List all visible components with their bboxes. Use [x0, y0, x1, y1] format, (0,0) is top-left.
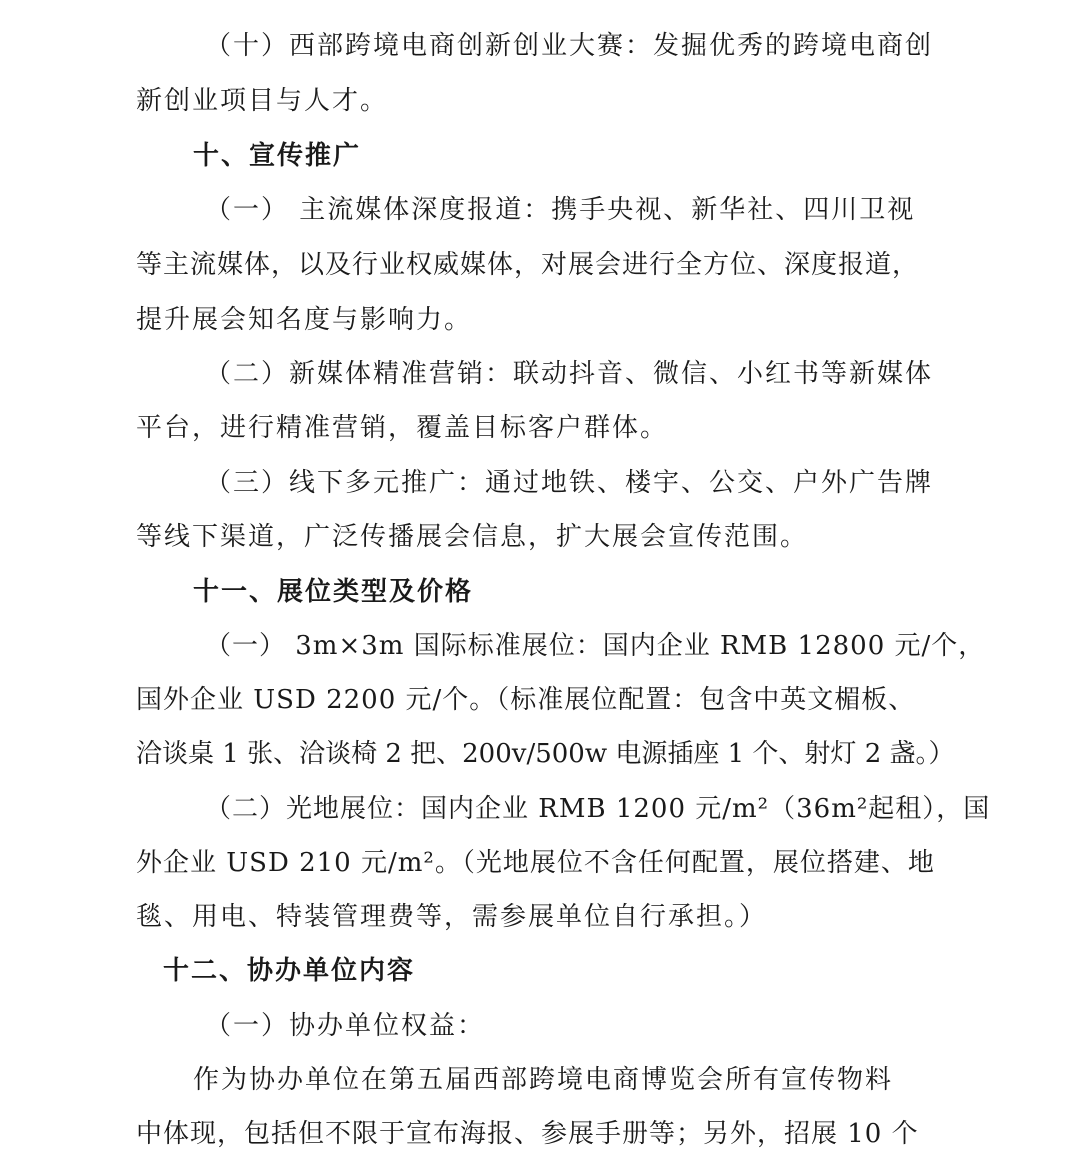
paragraph-line: 国外企业 USD 2200 元/个。（标准展位配置：包含中英文楣板、 — [136, 685, 916, 715]
paragraph-line: 新创业项目与人才。 — [136, 86, 389, 116]
paragraph-line: 毯、用电、特装管理费等，需参展单位自行承担。） — [136, 902, 768, 932]
paragraph-line: 作为协办单位在第五届西部跨境电商博览会所有宣传物料 — [193, 1065, 894, 1095]
paragraph-line: （一） 主流媒体深度报道：携手央视、新华社、四川卫视 — [205, 195, 916, 225]
paragraph-line: 等线下渠道，广泛传播展会信息，扩大展会宣传范围。 — [136, 522, 809, 552]
section-heading: 十一、展位类型及价格 — [193, 577, 474, 607]
paragraph-line: 提升展会知名度与影响力。 — [136, 305, 473, 335]
section-heading: 十二、协办单位内容 — [163, 956, 416, 986]
paragraph-line: （二）新媒体精准营销：联动抖音、微信、小红书等新媒体 — [205, 359, 934, 389]
paragraph-line: （二）光地展位：国内企业 RMB 1200 元/m²（36m²起租），国 — [205, 794, 991, 824]
paragraph-line: 外企业 USD 210 元/m²。（光地展位不含任何配置，展位搭建、地 — [136, 848, 935, 878]
paragraph-line: （一）协办单位权益： — [205, 1011, 486, 1041]
paragraph-line: 平台，进行精准营销，覆盖目标客户群体。 — [136, 413, 669, 443]
paragraph-line: 等主流媒体，以及行业权威媒体，对展会进行全方位、深度报道， — [136, 250, 920, 280]
paragraph-line: （三）线下多元推广：通过地铁、楼宇、公交、户外广告牌 — [205, 468, 934, 498]
paragraph-line: 中体现，包括但不限于宣布海报、参展手册等；另外，招展 10 个 — [136, 1119, 919, 1149]
paragraph-line: （一） 3m×3m 国际标准展位：国内企业 RMB 12800 元/个， — [205, 631, 986, 661]
section-heading: 十、宣传推广 — [193, 141, 362, 171]
paragraph-line: （十）西部跨境电商创新创业大赛：发掘优秀的跨境电商创 — [205, 31, 934, 61]
paragraph-line: 洽谈桌 1 张、洽谈椅 2 把、200v/500w 电源插座 1 个、射灯 2 盏。） — [136, 739, 955, 769]
